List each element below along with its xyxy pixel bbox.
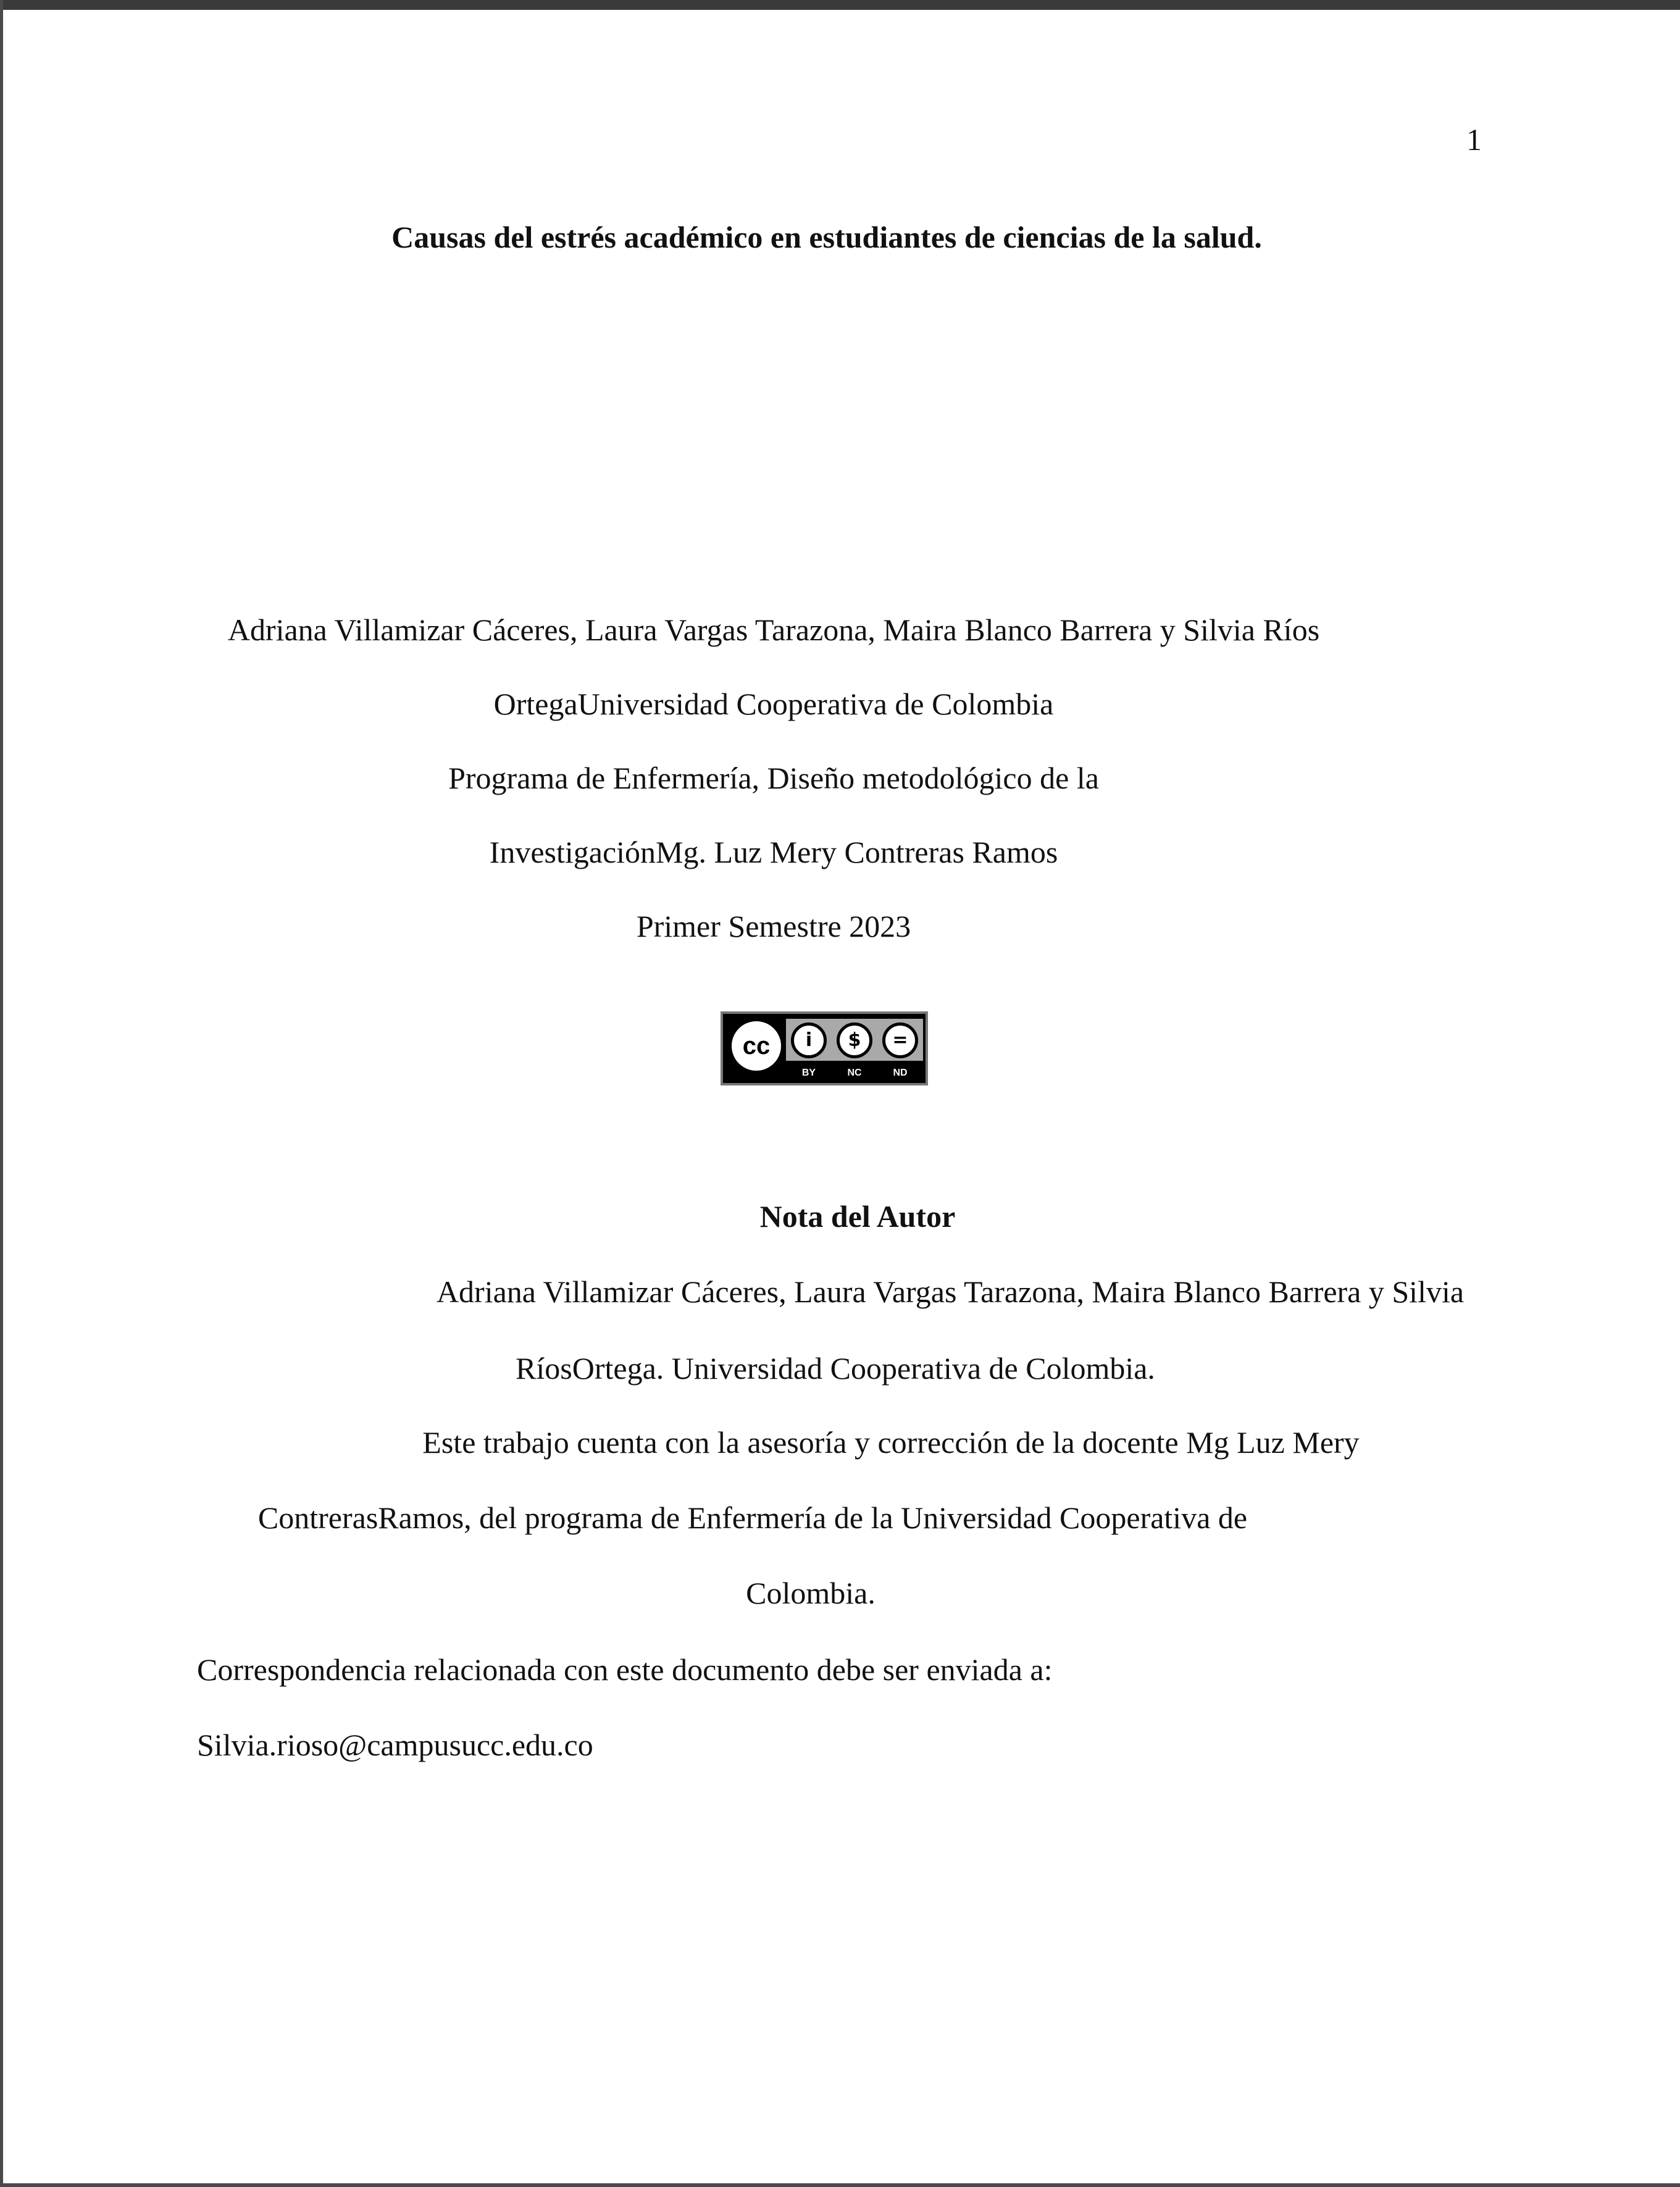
- title-block-line: Adriana Villamizar Cáceres, Laura Vargas Tarazona, Maira Blanco Barrera y Silvia Ríos: [227, 613, 1320, 647]
- no-derivatives-icon: =: [882, 1022, 918, 1058]
- correspondence-email[interactable]: Silvia.rioso@campusucc.edu.co: [197, 1728, 593, 1762]
- author-note-line: Adriana Villamizar Cáceres, Laura Vargas Tarazona, Maira Blanco Barrera y Silvia: [436, 1274, 1465, 1309]
- window-top-edge: [0, 0, 1680, 10]
- document-title: Causas del estrés académico en estudiantes de ciencias de la salud.: [391, 220, 1262, 254]
- author-note-line: ContrerasRamos, del programa de Enfermería de la Universidad Cooperativa de: [257, 1500, 1248, 1535]
- license-label-nc: NC: [847, 1068, 862, 1078]
- correspondence-label: Correspondencia relacionada con este documento debe ser enviada a:: [197, 1652, 1053, 1687]
- title-block-line: OrtegaUniversidad Cooperativa de Colombia: [493, 687, 1054, 721]
- author-note-line: Colombia.: [746, 1576, 876, 1610]
- cc-icon: cc: [728, 1018, 785, 1074]
- window-bottom-edge: [0, 2183, 1680, 2187]
- attribution-icon: i: [791, 1022, 827, 1058]
- license-label-by: BY: [801, 1068, 816, 1078]
- license-label-nd: ND: [893, 1068, 908, 1078]
- title-block-line: Primer Semestre 2023: [636, 909, 911, 943]
- title-block-line: Programa de Enfermería, Diseño metodológico de la: [448, 761, 1099, 795]
- author-note-line: Este trabajo cuenta con la asesoría y corrección de la docente Mg Luz Mery: [422, 1425, 1360, 1460]
- creative-commons-by-nc-nd-icon: [721, 1011, 928, 1085]
- author-note-line: RíosOrtega. Universidad Cooperativa de Colombia.: [516, 1351, 1155, 1386]
- title-block-line: InvestigaciónMg. Luz Mery Contreras Ramos: [489, 835, 1058, 869]
- author-note-heading: Nota del Autor: [759, 1199, 956, 1234]
- license-icons-panel: [786, 1019, 923, 1061]
- document-page: [3, 10, 1680, 2183]
- page-number: 1: [1466, 122, 1482, 157]
- non-commercial-icon: $: [837, 1022, 872, 1058]
